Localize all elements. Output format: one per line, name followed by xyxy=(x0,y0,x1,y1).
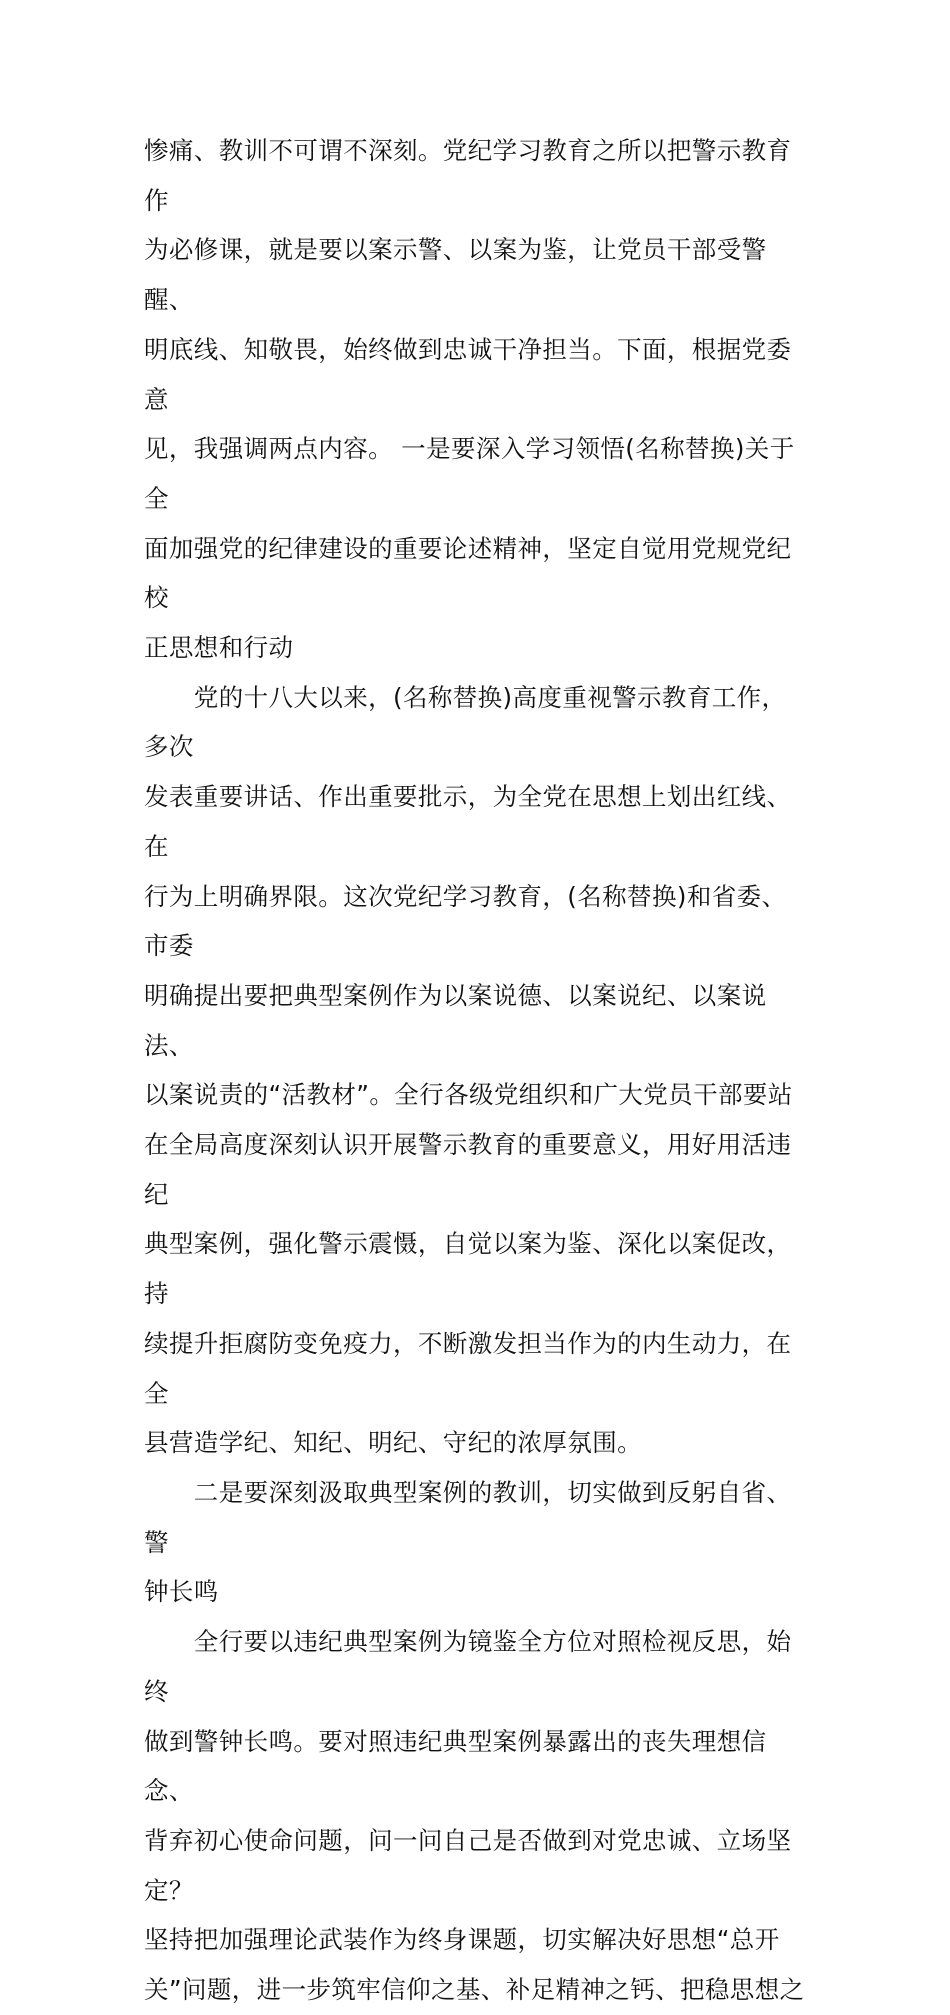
paragraph-3: 二是要深刻汲取典型案例的教训，切实做到反躬自省、警 钟长鸣 xyxy=(144,1477,792,1607)
paragraph-2: 党的十八大以来，(名称替换)高度重视警示教育工作，多次 发表重要讲话、作出重要批示，为全党在思想上划出红线、在 行为上明确界限。这次党纪学习教育，(名称替换)和省委、市委 明确提出要把典型案例作为以案说德、以案说纪、以案说法、 以案说责的“活教材”。全行各级党组织和广大党员干部要站 在全局高度深刻认识开展警示教育的重要意义，用好用活违纪 典型案例，强化警示震慑，自觉以案为鉴、深化以案促改，持 续提升拒腐防变免疫力，不断激发担当作为的内生动力，在全 县营造学纪、知纪、明纪、守纪的浓厚氛围。 xyxy=(144,682,793,1458)
paragraph-4: 全行要以违纪典型案例为镜鉴全方位对照检视反思，始终 做到警钟长鸣。要对照违纪典型案例暴露出的丧失理想信念、 背弃初心使命问题，问一问自己是否做到对党忠诚、立场坚定？ 坚持把加强理论武装作为终身课题，切实解决好思想“总开 关”问题，进一步筑牢信仰之基、补足精神之钙、把稳思想之 xyxy=(144,1627,805,2005)
paragraph-1: 惨痛、教训不可谓不深刻。党纪学习教育之所以把警示教育作 为必修课，就是要以案示警、以案为鉴，让党员干部受警醒、 明底线、知敬畏，始终做到忠诚干净担当。下面，根据党委意 见，我强调两点内容。 一是要深入学习领悟(名称替换)关于全 面加强党的纪律建设的重要论述精神，坚定自觉用党规党纪校 正思想和行动 xyxy=(144,136,795,663)
document-body xyxy=(144,126,809,2015)
